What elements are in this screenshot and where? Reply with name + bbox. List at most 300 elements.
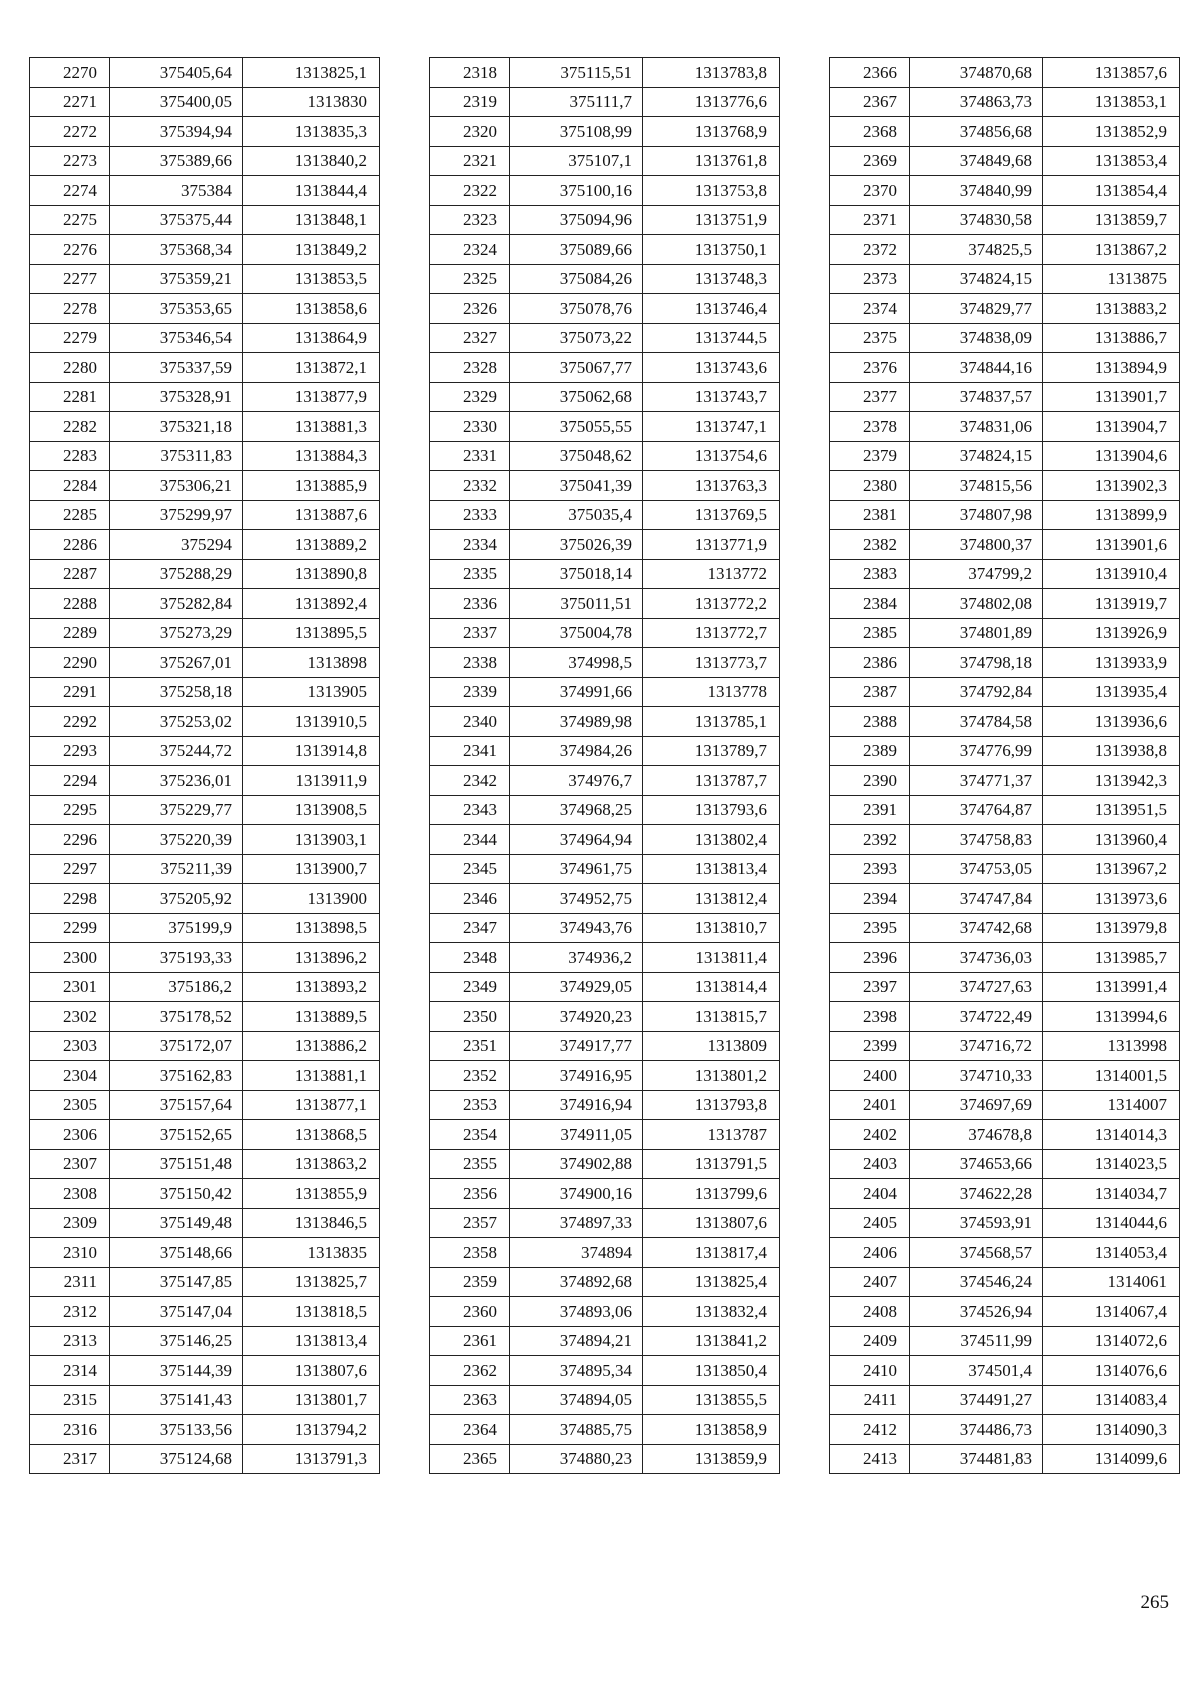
y-coordinate-cell: 1313905 [243, 677, 380, 707]
x-coordinate-cell: 374727,63 [910, 972, 1043, 1002]
x-coordinate-cell: 374968,25 [510, 795, 643, 825]
x-coordinate-cell: 374895,34 [510, 1356, 643, 1386]
point-number-cell: 2367 [830, 87, 910, 117]
point-number-cell: 2396 [830, 943, 910, 973]
point-number-cell: 2400 [830, 1061, 910, 1091]
x-coordinate-cell: 374829,77 [910, 294, 1043, 324]
x-coordinate-cell: 374511,99 [910, 1326, 1043, 1356]
y-coordinate-cell: 1314072,6 [1043, 1326, 1180, 1356]
x-coordinate-cell: 375394,94 [110, 117, 243, 147]
point-number-cell: 2343 [430, 795, 510, 825]
point-number-cell: 2342 [430, 766, 510, 796]
x-coordinate-cell: 374792,84 [910, 677, 1043, 707]
table-row [830, 825, 1180, 855]
x-coordinate-cell: 374716,72 [910, 1031, 1043, 1061]
point-number-cell: 2330 [430, 412, 510, 442]
point-number-cell: 2324 [430, 235, 510, 265]
point-number-cell: 2288 [30, 589, 110, 619]
point-number-cell: 2402 [830, 1120, 910, 1150]
table-row [30, 913, 380, 943]
x-coordinate-cell: 374815,56 [910, 471, 1043, 501]
x-coordinate-cell: 375157,64 [110, 1090, 243, 1120]
table-row [830, 795, 1180, 825]
y-coordinate-cell: 1313936,6 [1043, 707, 1180, 737]
y-coordinate-cell: 1313844,4 [243, 176, 380, 206]
point-number-cell: 2412 [830, 1415, 910, 1445]
x-coordinate-cell: 375089,66 [510, 235, 643, 265]
x-coordinate-cell: 375328,91 [110, 382, 243, 412]
x-coordinate-cell: 375018,14 [510, 559, 643, 589]
point-number-cell: 2272 [30, 117, 110, 147]
y-coordinate-cell: 1313910,5 [243, 707, 380, 737]
table-row [30, 559, 380, 589]
y-coordinate-cell: 1313938,8 [1043, 736, 1180, 766]
y-coordinate-cell: 1313802,4 [643, 825, 780, 855]
point-number-cell: 2311 [30, 1267, 110, 1297]
table-row [430, 58, 780, 88]
table-row [30, 264, 380, 294]
table-row [430, 648, 780, 678]
x-coordinate-cell: 375152,65 [110, 1120, 243, 1150]
y-coordinate-cell: 1313859,7 [1043, 205, 1180, 235]
x-coordinate-cell: 375149,48 [110, 1208, 243, 1238]
y-coordinate-cell: 1313761,8 [643, 146, 780, 176]
y-coordinate-cell: 1313901,6 [1043, 530, 1180, 560]
table-row [430, 412, 780, 442]
point-number-cell: 2321 [430, 146, 510, 176]
y-coordinate-cell: 1313750,1 [643, 235, 780, 265]
y-coordinate-cell: 1313751,9 [643, 205, 780, 235]
point-number-cell: 2390 [830, 766, 910, 796]
point-number-cell: 2358 [430, 1238, 510, 1268]
x-coordinate-cell: 374824,15 [910, 441, 1043, 471]
table-row [830, 235, 1180, 265]
x-coordinate-cell: 375062,68 [510, 382, 643, 412]
y-coordinate-cell: 1313840,2 [243, 146, 380, 176]
table-row [30, 736, 380, 766]
y-coordinate-cell: 1313854,4 [1043, 176, 1180, 206]
table-row [430, 1031, 780, 1061]
x-coordinate-cell: 374824,15 [910, 264, 1043, 294]
table-row [830, 1031, 1180, 1061]
y-coordinate-cell: 1313825,7 [243, 1267, 380, 1297]
table-row [830, 1415, 1180, 1445]
y-coordinate-cell: 1313900,7 [243, 854, 380, 884]
y-coordinate-cell: 1313867,2 [1043, 235, 1180, 265]
point-number-cell: 2407 [830, 1267, 910, 1297]
point-number-cell: 2351 [430, 1031, 510, 1061]
table-row [430, 471, 780, 501]
table-row [430, 766, 780, 796]
point-number-cell: 2291 [30, 677, 110, 707]
point-number-cell: 2403 [830, 1149, 910, 1179]
point-number-cell: 2406 [830, 1238, 910, 1268]
y-coordinate-cell: 1313894,9 [1043, 353, 1180, 383]
point-number-cell: 2271 [30, 87, 110, 117]
point-number-cell: 2298 [30, 884, 110, 914]
point-number-cell: 2292 [30, 707, 110, 737]
x-coordinate-cell: 374771,37 [910, 766, 1043, 796]
table-row [30, 1149, 380, 1179]
point-number-cell: 2393 [830, 854, 910, 884]
table-row [430, 1061, 780, 1091]
x-coordinate-cell: 375111,7 [510, 87, 643, 117]
x-coordinate-cell: 374894 [510, 1238, 643, 1268]
x-coordinate-cell: 375041,39 [510, 471, 643, 501]
point-number-cell: 2306 [30, 1120, 110, 1150]
table-row [30, 1120, 380, 1150]
y-coordinate-cell: 1313807,6 [243, 1356, 380, 1386]
table-row [830, 1238, 1180, 1268]
y-coordinate-cell: 1313794,2 [243, 1415, 380, 1445]
point-number-cell: 2374 [830, 294, 910, 324]
point-number-cell: 2349 [430, 972, 510, 1002]
point-number-cell: 2353 [430, 1090, 510, 1120]
x-coordinate-cell: 375229,77 [110, 795, 243, 825]
point-number-cell: 2278 [30, 294, 110, 324]
y-coordinate-cell: 1313753,8 [643, 176, 780, 206]
y-coordinate-cell: 1313896,2 [243, 943, 380, 973]
x-coordinate-cell: 374758,83 [910, 825, 1043, 855]
point-number-cell: 2388 [830, 707, 910, 737]
point-number-cell: 2404 [830, 1179, 910, 1209]
table-row [30, 1208, 380, 1238]
table-row [30, 500, 380, 530]
x-coordinate-cell: 374776,99 [910, 736, 1043, 766]
y-coordinate-cell: 1313783,8 [643, 58, 780, 88]
point-number-cell: 2338 [430, 648, 510, 678]
table-row [430, 559, 780, 589]
table-row [30, 677, 380, 707]
point-number-cell: 2296 [30, 825, 110, 855]
table-row [30, 766, 380, 796]
x-coordinate-cell: 375151,48 [110, 1149, 243, 1179]
table-row [830, 382, 1180, 412]
table-row [30, 1002, 380, 1032]
y-coordinate-cell: 1313791,3 [243, 1444, 380, 1474]
y-coordinate-cell: 1313810,7 [643, 913, 780, 943]
y-coordinate-cell: 1313985,7 [1043, 943, 1180, 973]
table-row [30, 795, 380, 825]
x-coordinate-cell: 375124,68 [110, 1444, 243, 1474]
y-coordinate-cell: 1313889,2 [243, 530, 380, 560]
table-row [830, 117, 1180, 147]
table-row [30, 176, 380, 206]
point-number-cell: 2289 [30, 618, 110, 648]
y-coordinate-cell: 1313864,9 [243, 323, 380, 353]
x-coordinate-cell: 375299,97 [110, 500, 243, 530]
point-number-cell: 2356 [430, 1179, 510, 1209]
table-row [30, 441, 380, 471]
table-row [30, 323, 380, 353]
y-coordinate-cell: 1313778 [643, 677, 780, 707]
table-row [830, 1326, 1180, 1356]
x-coordinate-cell: 374825,5 [910, 235, 1043, 265]
table-row [830, 972, 1180, 1002]
x-coordinate-cell: 374501,4 [910, 1356, 1043, 1386]
y-coordinate-cell: 1313787 [643, 1120, 780, 1150]
table-row [830, 707, 1180, 737]
y-coordinate-cell: 1313901,7 [1043, 382, 1180, 412]
point-number-cell: 2295 [30, 795, 110, 825]
y-coordinate-cell: 1313813,4 [243, 1326, 380, 1356]
y-coordinate-cell: 1313853,5 [243, 264, 380, 294]
y-coordinate-cell: 1313787,7 [643, 766, 780, 796]
table-row [30, 1385, 380, 1415]
y-coordinate-cell: 1314053,4 [1043, 1238, 1180, 1268]
y-coordinate-cell: 1313746,4 [643, 294, 780, 324]
point-number-cell: 2339 [430, 677, 510, 707]
y-coordinate-cell: 1313801,7 [243, 1385, 380, 1415]
table-row [430, 1444, 780, 1474]
y-coordinate-cell: 1313886,7 [1043, 323, 1180, 353]
point-number-cell: 2283 [30, 441, 110, 471]
table-row [430, 1149, 780, 1179]
point-number-cell: 2375 [830, 323, 910, 353]
point-number-cell: 2377 [830, 382, 910, 412]
table-row [830, 943, 1180, 973]
x-coordinate-cell: 375405,64 [110, 58, 243, 88]
table-row [430, 1090, 780, 1120]
table-row [30, 1267, 380, 1297]
point-number-cell: 2334 [430, 530, 510, 560]
y-coordinate-cell: 1313776,6 [643, 87, 780, 117]
table-row [430, 972, 780, 1002]
point-number-cell: 2299 [30, 913, 110, 943]
x-coordinate-cell: 375306,21 [110, 471, 243, 501]
table-row [430, 382, 780, 412]
point-number-cell: 2320 [430, 117, 510, 147]
y-coordinate-cell: 1313904,6 [1043, 441, 1180, 471]
y-coordinate-cell: 1313890,8 [243, 559, 380, 589]
point-number-cell: 2376 [830, 353, 910, 383]
x-coordinate-cell: 375321,18 [110, 412, 243, 442]
x-coordinate-cell: 375035,4 [510, 500, 643, 530]
point-number-cell: 2381 [830, 500, 910, 530]
table-row [430, 500, 780, 530]
table-row [30, 943, 380, 973]
y-coordinate-cell: 1313809 [643, 1031, 780, 1061]
y-coordinate-cell: 1313848,1 [243, 205, 380, 235]
x-coordinate-cell: 375273,29 [110, 618, 243, 648]
y-coordinate-cell: 1313911,9 [243, 766, 380, 796]
table-row [30, 1061, 380, 1091]
table-row [30, 1238, 380, 1268]
y-coordinate-cell: 1313743,7 [643, 382, 780, 412]
y-coordinate-cell: 1314034,7 [1043, 1179, 1180, 1209]
x-coordinate-cell: 374863,73 [910, 87, 1043, 117]
y-coordinate-cell: 1313935,4 [1043, 677, 1180, 707]
y-coordinate-cell: 1313773,7 [643, 648, 780, 678]
x-coordinate-cell: 374784,58 [910, 707, 1043, 737]
x-coordinate-cell: 375384 [110, 176, 243, 206]
table-row [830, 58, 1180, 88]
y-coordinate-cell: 1313926,9 [1043, 618, 1180, 648]
x-coordinate-cell: 375337,59 [110, 353, 243, 383]
point-number-cell: 2313 [30, 1326, 110, 1356]
point-number-cell: 2366 [830, 58, 910, 88]
point-number-cell: 2378 [830, 412, 910, 442]
point-number-cell: 2303 [30, 1031, 110, 1061]
x-coordinate-cell: 374807,98 [910, 500, 1043, 530]
table-row [830, 530, 1180, 560]
table-row [430, 1326, 780, 1356]
x-coordinate-cell: 374653,66 [910, 1149, 1043, 1179]
x-coordinate-cell: 375078,76 [510, 294, 643, 324]
table-row [830, 884, 1180, 914]
point-number-cell: 2411 [830, 1385, 910, 1415]
table-row [430, 87, 780, 117]
x-coordinate-cell: 375400,05 [110, 87, 243, 117]
y-coordinate-cell: 1313895,5 [243, 618, 380, 648]
x-coordinate-cell: 374984,26 [510, 736, 643, 766]
y-coordinate-cell: 1313793,8 [643, 1090, 780, 1120]
point-number-cell: 2332 [430, 471, 510, 501]
x-coordinate-cell: 375311,83 [110, 441, 243, 471]
coordinate-table-3 [829, 57, 1180, 1474]
point-number-cell: 2397 [830, 972, 910, 1002]
y-coordinate-cell: 1313951,5 [1043, 795, 1180, 825]
y-coordinate-cell: 1313885,9 [243, 471, 380, 501]
table-row [30, 382, 380, 412]
y-coordinate-cell: 1313877,1 [243, 1090, 380, 1120]
y-coordinate-cell: 1313899,9 [1043, 500, 1180, 530]
y-coordinate-cell: 1313744,5 [643, 323, 780, 353]
x-coordinate-cell: 375193,33 [110, 943, 243, 973]
table-row [30, 1444, 380, 1474]
x-coordinate-cell: 374998,5 [510, 648, 643, 678]
x-coordinate-cell: 375073,22 [510, 323, 643, 353]
y-coordinate-cell: 1313903,1 [243, 825, 380, 855]
x-coordinate-cell: 374802,08 [910, 589, 1043, 619]
point-number-cell: 2362 [430, 1356, 510, 1386]
y-coordinate-cell: 1313886,2 [243, 1031, 380, 1061]
point-number-cell: 2350 [430, 1002, 510, 1032]
y-coordinate-cell: 1313807,6 [643, 1208, 780, 1238]
point-number-cell: 2391 [830, 795, 910, 825]
point-number-cell: 2277 [30, 264, 110, 294]
x-coordinate-cell: 375267,01 [110, 648, 243, 678]
x-coordinate-cell: 375055,55 [510, 412, 643, 442]
y-coordinate-cell: 1313942,3 [1043, 766, 1180, 796]
x-coordinate-cell: 374697,69 [910, 1090, 1043, 1120]
point-number-cell: 2329 [430, 382, 510, 412]
point-number-cell: 2364 [430, 1415, 510, 1445]
point-number-cell: 2304 [30, 1061, 110, 1091]
point-number-cell: 2297 [30, 854, 110, 884]
y-coordinate-cell: 1313799,6 [643, 1179, 780, 1209]
x-coordinate-cell: 374837,57 [910, 382, 1043, 412]
x-coordinate-cell: 375115,51 [510, 58, 643, 88]
y-coordinate-cell: 1313793,6 [643, 795, 780, 825]
y-coordinate-cell: 1313835 [243, 1238, 380, 1268]
table-row [830, 1179, 1180, 1209]
x-coordinate-cell: 375359,21 [110, 264, 243, 294]
table-row [30, 589, 380, 619]
table-row [30, 58, 380, 88]
table-row [830, 353, 1180, 383]
point-number-cell: 2286 [30, 530, 110, 560]
point-number-cell: 2357 [430, 1208, 510, 1238]
x-coordinate-cell: 374964,94 [510, 825, 643, 855]
table-row [430, 1002, 780, 1032]
table-row [830, 264, 1180, 294]
x-coordinate-cell: 374830,58 [910, 205, 1043, 235]
table-row [430, 1267, 780, 1297]
page-number: 265 [1140, 1592, 1169, 1613]
point-number-cell: 2408 [830, 1297, 910, 1327]
table-row [430, 589, 780, 619]
table-row [430, 146, 780, 176]
point-number-cell: 2327 [430, 323, 510, 353]
point-number-cell: 2302 [30, 1002, 110, 1032]
x-coordinate-cell: 374916,95 [510, 1061, 643, 1091]
table-row [430, 1356, 780, 1386]
y-coordinate-cell: 1313791,5 [643, 1149, 780, 1179]
table-row [830, 1120, 1180, 1150]
x-coordinate-cell: 374894,21 [510, 1326, 643, 1356]
point-number-cell: 2333 [430, 500, 510, 530]
x-coordinate-cell: 374798,18 [910, 648, 1043, 678]
x-coordinate-cell: 374840,99 [910, 176, 1043, 206]
table-row [830, 87, 1180, 117]
y-coordinate-cell: 1313801,2 [643, 1061, 780, 1091]
x-coordinate-cell: 375220,39 [110, 825, 243, 855]
table-row [830, 1149, 1180, 1179]
table-row [430, 1120, 780, 1150]
x-coordinate-cell: 375094,96 [510, 205, 643, 235]
table-row [830, 471, 1180, 501]
x-coordinate-cell: 374736,03 [910, 943, 1043, 973]
table-row [430, 913, 780, 943]
point-number-cell: 2301 [30, 972, 110, 1002]
x-coordinate-cell: 375205,92 [110, 884, 243, 914]
y-coordinate-cell: 1313908,5 [243, 795, 380, 825]
point-number-cell: 2363 [430, 1385, 510, 1415]
y-coordinate-cell: 1313910,4 [1043, 559, 1180, 589]
table-row [30, 146, 380, 176]
x-coordinate-cell: 374900,16 [510, 1179, 643, 1209]
x-coordinate-cell: 374916,94 [510, 1090, 643, 1120]
table-row [430, 1385, 780, 1415]
y-coordinate-cell: 1313859,9 [643, 1444, 780, 1474]
x-coordinate-cell: 375144,39 [110, 1356, 243, 1386]
point-number-cell: 2383 [830, 559, 910, 589]
point-number-cell: 2336 [430, 589, 510, 619]
table-row [430, 825, 780, 855]
point-number-cell: 2293 [30, 736, 110, 766]
y-coordinate-cell: 1313814,4 [643, 972, 780, 1002]
y-coordinate-cell: 1313881,3 [243, 412, 380, 442]
y-coordinate-cell: 1314099,6 [1043, 1444, 1180, 1474]
table-row [430, 294, 780, 324]
y-coordinate-cell: 1313892,4 [243, 589, 380, 619]
y-coordinate-cell: 1313868,5 [243, 1120, 380, 1150]
point-number-cell: 2348 [430, 943, 510, 973]
y-coordinate-cell: 1314076,6 [1043, 1356, 1180, 1386]
y-coordinate-cell: 1313991,4 [1043, 972, 1180, 1002]
table-row [830, 146, 1180, 176]
y-coordinate-cell: 1313768,9 [643, 117, 780, 147]
table-row [830, 648, 1180, 678]
y-coordinate-cell: 1313898 [243, 648, 380, 678]
table-row [830, 1444, 1180, 1474]
point-number-cell: 2280 [30, 353, 110, 383]
y-coordinate-cell: 1313817,4 [643, 1238, 780, 1268]
point-number-cell: 2401 [830, 1090, 910, 1120]
x-coordinate-cell: 374976,7 [510, 766, 643, 796]
y-coordinate-cell: 1313832,4 [643, 1297, 780, 1327]
